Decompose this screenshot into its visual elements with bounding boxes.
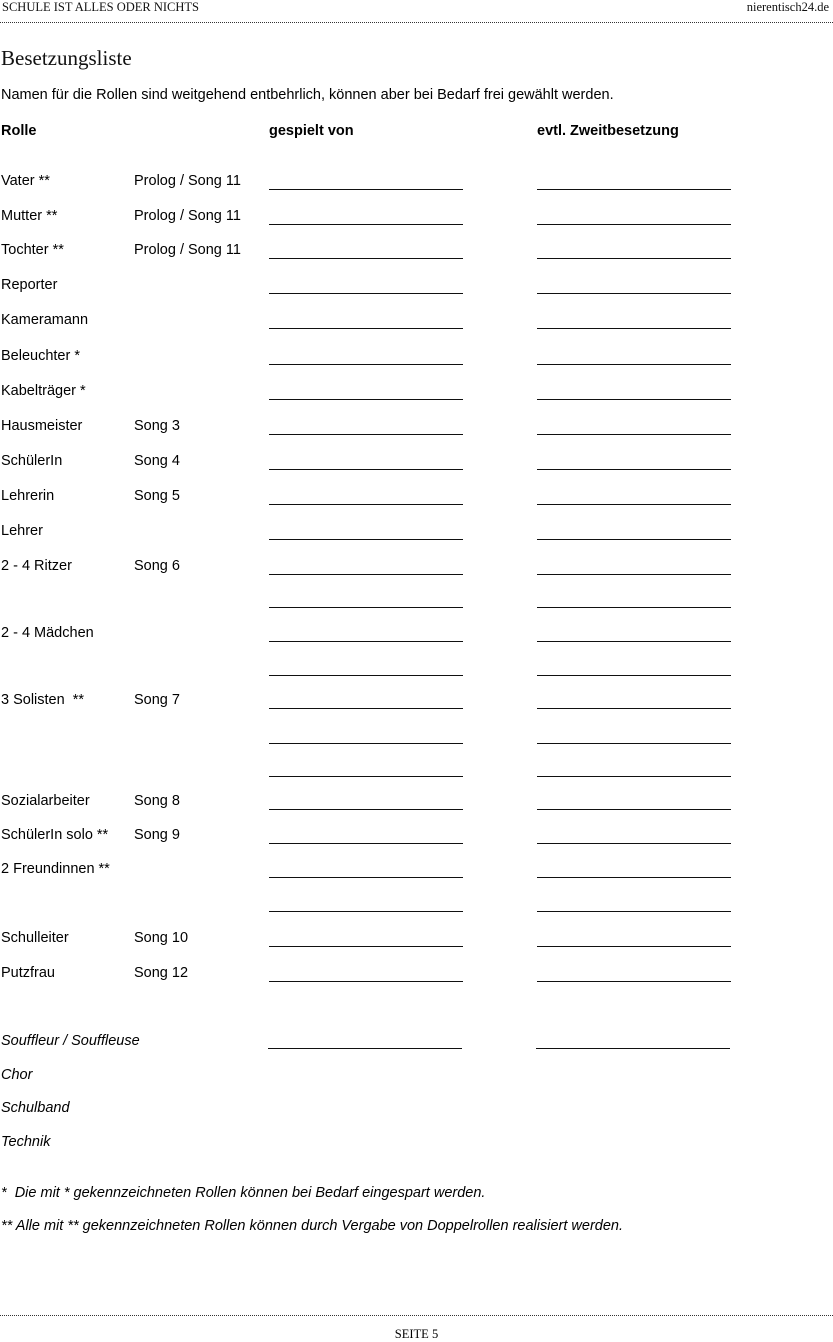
footer-divider — [0, 1315, 833, 1316]
second-cast-line[interactable] — [537, 434, 731, 435]
played-by-line[interactable] — [269, 189, 463, 190]
second-cast-line[interactable] — [537, 399, 731, 400]
second-cast-line[interactable] — [537, 224, 731, 225]
played-by-line[interactable] — [269, 434, 463, 435]
second-cast-line[interactable] — [537, 708, 731, 709]
played-by-line[interactable] — [269, 708, 463, 709]
played-by-line[interactable] — [269, 843, 463, 844]
column-header-role: Rolle — [1, 123, 37, 139]
cast-row — [0, 453, 833, 473]
extra-row-chor — [0, 1067, 833, 1087]
role-song: Song 4 — [134, 453, 180, 469]
role-name: 3 Solisten ** — [1, 692, 85, 708]
role-song: Prolog / Song 11 — [134, 173, 241, 189]
role-name: Tochter ** — [1, 242, 64, 258]
played-by-line[interactable] — [269, 641, 463, 642]
cast-row — [0, 208, 833, 228]
role-song: Song 10 — [134, 930, 189, 946]
cast-row — [0, 793, 833, 813]
role-name: Technik — [1, 1134, 51, 1150]
extra-row-technik — [0, 1134, 833, 1154]
cast-row — [0, 277, 833, 297]
role-name: Chor — [1, 1067, 33, 1083]
second-cast-line[interactable] — [537, 743, 731, 744]
second-cast-line[interactable] — [537, 911, 731, 912]
cast-row — [0, 965, 833, 985]
played-by-line[interactable] — [269, 743, 463, 744]
role-name: Lehrerin — [1, 488, 55, 504]
played-by-line[interactable] — [269, 224, 463, 225]
role-song: Song 6 — [134, 558, 180, 574]
second-cast-line[interactable] — [537, 364, 731, 365]
role-name: Hausmeister — [1, 418, 83, 434]
second-cast-line[interactable] — [537, 877, 731, 878]
second-cast-line[interactable] — [537, 293, 731, 294]
footnote-single-star: * Die mit * gekennzeichneten Rollen können bei Bedarf eingespart werden. — [1, 1185, 486, 1201]
cast-row — [0, 659, 833, 679]
role-song: Prolog / Song 11 — [134, 242, 241, 258]
role-name: Beleuchter * — [1, 348, 80, 364]
played-by-line[interactable] — [269, 293, 463, 294]
played-by-line[interactable] — [269, 607, 463, 608]
role-name: Schulleiter — [1, 930, 69, 946]
played-by-line[interactable] — [269, 911, 463, 912]
played-by-line[interactable] — [269, 258, 463, 259]
cast-row — [0, 173, 833, 193]
played-by-line[interactable] — [269, 809, 463, 810]
cast-row — [0, 242, 833, 262]
role-name: 2 - 4 Mädchen — [1, 625, 94, 641]
cast-row — [0, 523, 833, 543]
role-name: 2 - 4 Ritzer — [1, 558, 72, 574]
role-name: 2 Freundinnen ** — [1, 861, 110, 877]
role-name: Kameramann — [1, 312, 89, 328]
cast-row — [0, 861, 833, 881]
second-cast-line[interactable] — [537, 504, 731, 505]
cast-row — [0, 895, 833, 915]
role-song: Prolog / Song 11 — [134, 208, 241, 224]
cast-row — [0, 488, 833, 508]
extra-row-schulband — [0, 1100, 833, 1120]
role-name: Vater ** — [1, 173, 50, 189]
second-cast-line[interactable] — [537, 469, 731, 470]
played-by-line[interactable] — [269, 399, 463, 400]
played-by-line[interactable] — [269, 946, 463, 947]
second-cast-line[interactable] — [537, 258, 731, 259]
second-cast-line[interactable] — [537, 776, 731, 777]
played-by-line[interactable] — [269, 776, 463, 777]
page-title: Besetzungsliste — [1, 46, 132, 70]
column-header-second-cast: evtl. Zweitbesetzung — [537, 123, 679, 139]
cast-row — [0, 827, 833, 847]
second-cast-line[interactable] — [537, 607, 731, 608]
role-song: Song 9 — [134, 827, 180, 843]
header-right: nierentisch24.de — [746, 0, 829, 14]
cast-row — [0, 692, 833, 712]
second-cast-line[interactable] — [537, 189, 731, 190]
footnote-double-star: ** Alle mit ** gekennzeichneten Rollen können durch Vergabe von Doppelrollen realisiert werden. — [1, 1218, 623, 1234]
role-name: Schulband — [1, 1100, 70, 1116]
intro-text: Namen für die Rollen sind weitgehend entbehrlich, können aber bei Bedarf frei gewählt werden. — [1, 87, 614, 103]
second-cast-line[interactable] — [537, 675, 731, 676]
second-cast-line[interactable] — [537, 641, 731, 642]
role-name: Lehrer — [1, 523, 43, 539]
extra-row-souffleur — [0, 1033, 833, 1053]
cast-row — [0, 930, 833, 950]
played-by-line[interactable] — [269, 539, 463, 540]
role-name: Putzfrau — [1, 965, 55, 981]
page-number: SEITE 5 — [394, 1327, 439, 1341]
role-name: SchülerIn solo ** — [1, 827, 109, 843]
column-header-played-by: gespielt von — [269, 123, 354, 139]
cast-row — [0, 418, 833, 438]
role-song: Song 7 — [134, 692, 180, 708]
cast-row — [0, 727, 833, 747]
played-by-line[interactable] — [269, 877, 463, 878]
played-by-line[interactable] — [269, 981, 463, 982]
second-cast-line[interactable] — [537, 809, 731, 810]
second-cast-line[interactable] — [537, 843, 731, 844]
role-song: Song 12 — [134, 965, 189, 981]
second-cast-line[interactable] — [537, 574, 731, 575]
cast-row — [0, 625, 833, 645]
played-by-line[interactable] — [269, 364, 463, 365]
cast-row — [0, 348, 833, 368]
cast-row — [0, 383, 833, 403]
cast-row — [0, 591, 833, 611]
second-cast-line[interactable] — [537, 946, 731, 947]
second-cast-line[interactable] — [537, 981, 731, 982]
second-cast-line[interactable] — [537, 328, 731, 329]
played-by-line[interactable] — [269, 328, 463, 329]
role-song: Song 5 — [134, 488, 180, 504]
role-song: Song 8 — [134, 793, 180, 809]
role-name: Kabelträger * — [1, 383, 86, 399]
second-cast-line[interactable] — [536, 1048, 730, 1049]
role-name: Souffleur / Souffleuse — [1, 1033, 140, 1049]
played-by-line[interactable] — [268, 1048, 462, 1049]
cast-row — [0, 312, 833, 332]
played-by-line[interactable] — [269, 574, 463, 575]
played-by-line[interactable] — [269, 469, 463, 470]
role-name: Sozialarbeiter — [1, 793, 90, 809]
header-divider — [0, 22, 833, 23]
cast-row — [0, 760, 833, 780]
role-song: Song 3 — [134, 418, 180, 434]
header-left: SCHULE IST ALLES ODER NICHTS — [2, 0, 200, 14]
role-name: SchülerIn — [1, 453, 63, 469]
role-name: Mutter ** — [1, 208, 58, 224]
played-by-line[interactable] — [269, 504, 463, 505]
played-by-line[interactable] — [269, 675, 463, 676]
second-cast-line[interactable] — [537, 539, 731, 540]
role-name: Reporter — [1, 277, 58, 293]
cast-row — [0, 558, 833, 578]
